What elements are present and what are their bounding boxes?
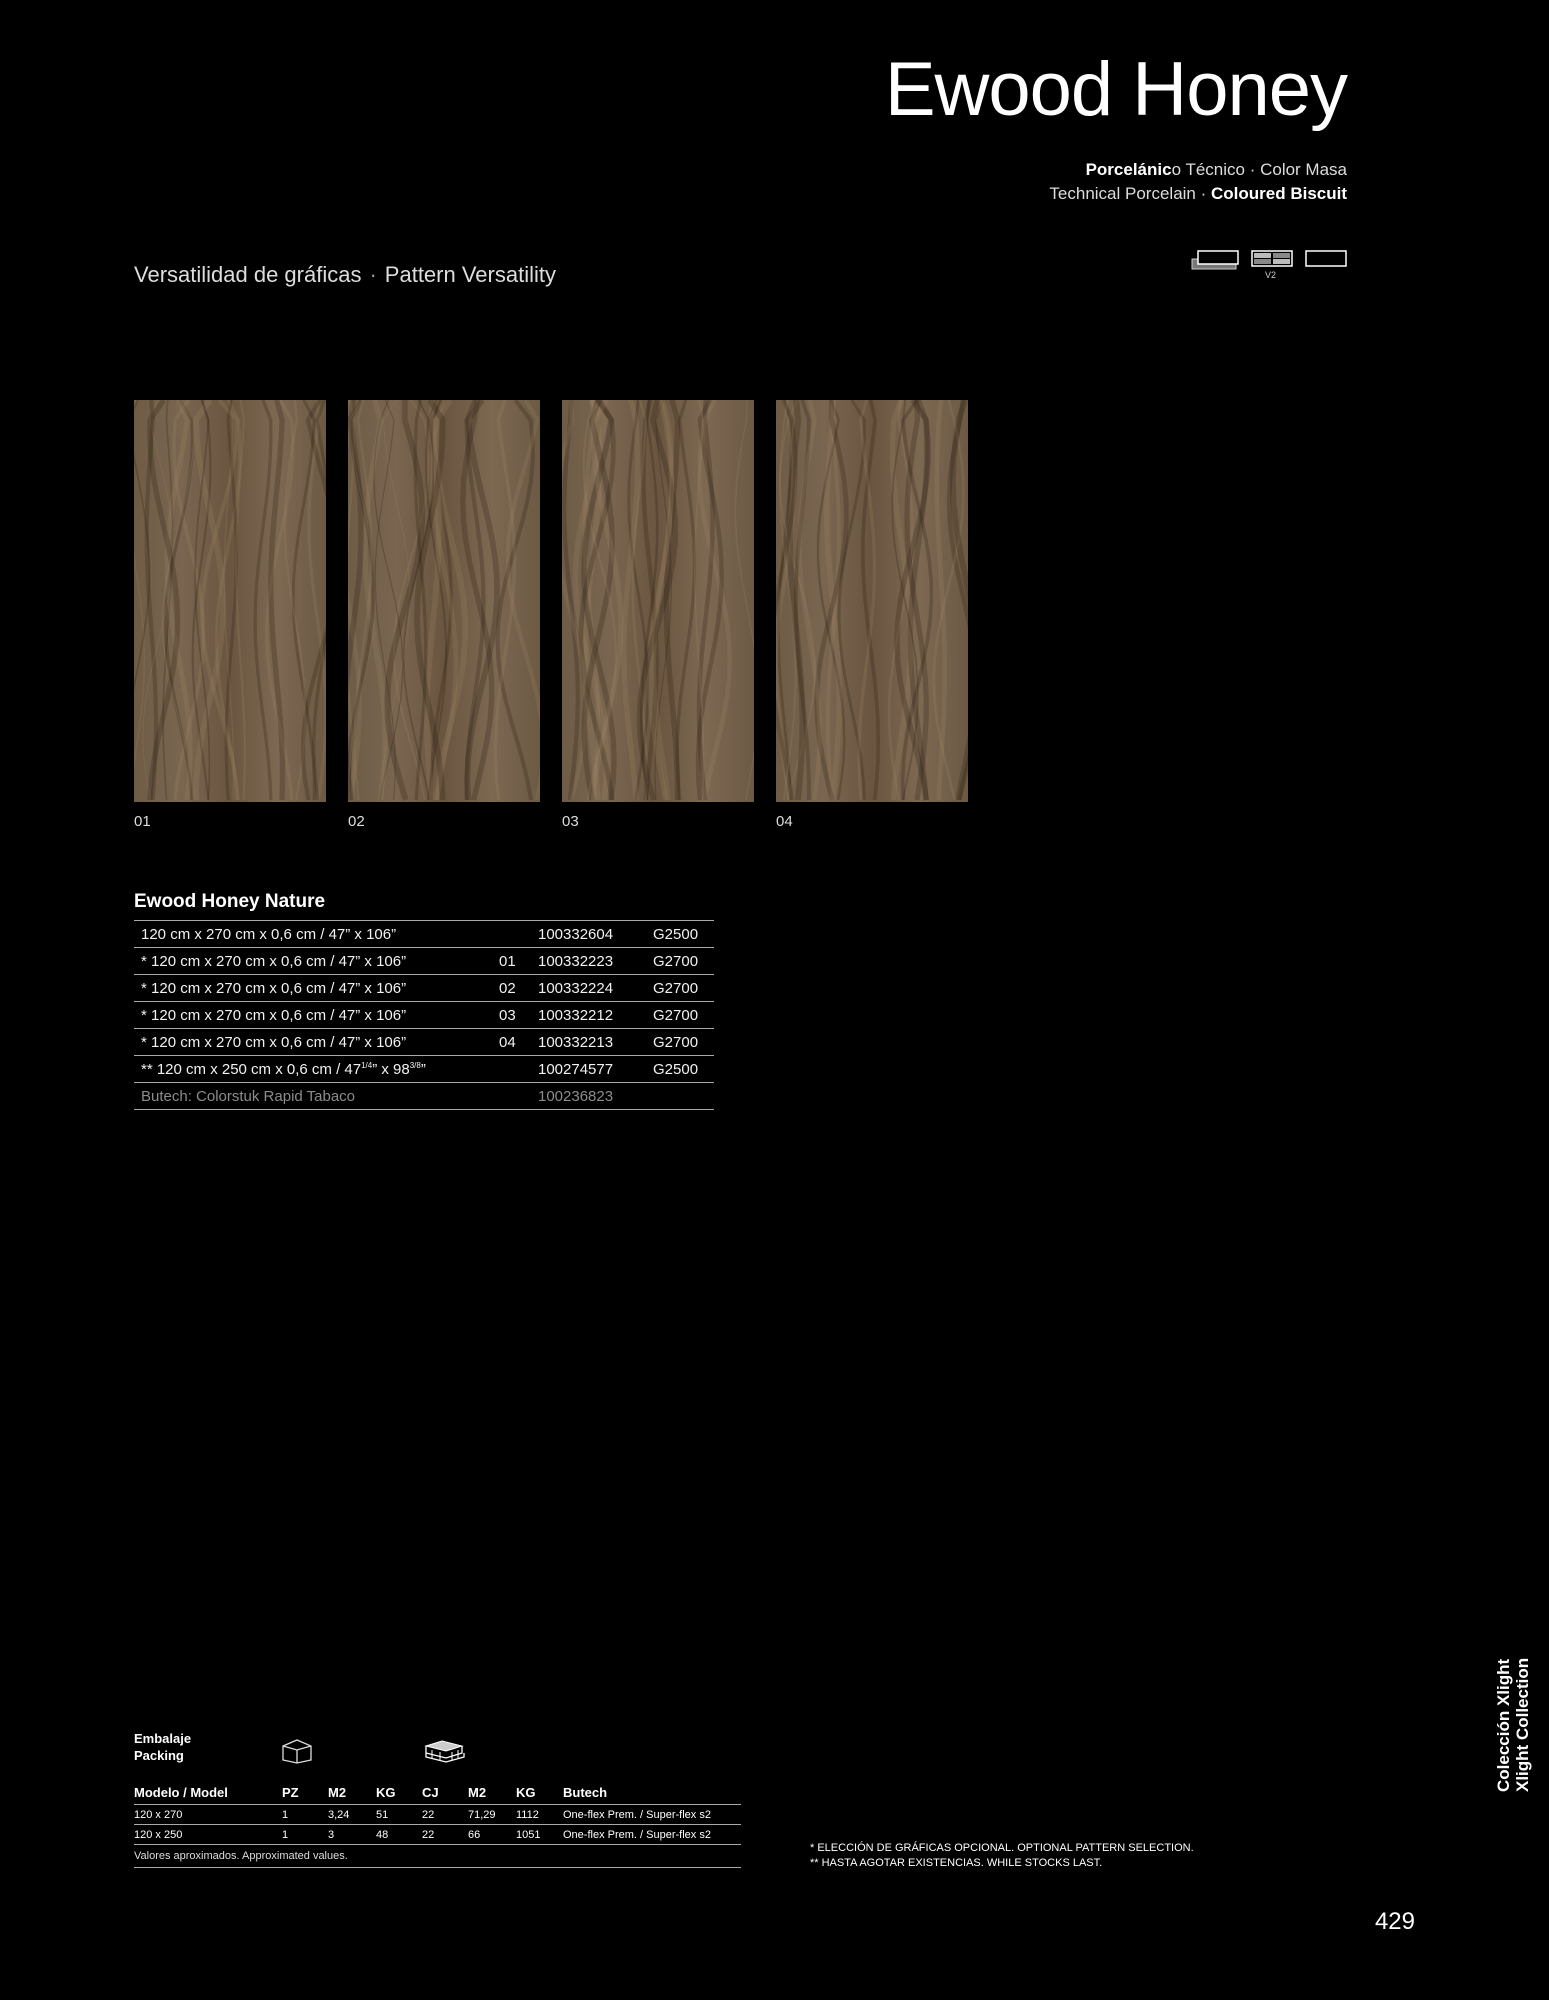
code-cell: 100332604 — [531, 921, 646, 948]
packing-header-row — [134, 1780, 741, 1805]
size-cell: 120 cm x 270 cm x 0,6 cm / 47” x 106” — [134, 921, 492, 948]
pack-cell: 120 x 270 — [134, 1805, 282, 1825]
footnote-optional-pattern: * ELECCIÓN DE GRÁFICAS OPCIONAL. OPTIONAL PATTERN SELECTION. — [810, 1842, 1194, 1854]
group-cell: G2500 — [646, 921, 714, 948]
collection-en: Xlight Collection — [1513, 1657, 1532, 1792]
table-row — [134, 948, 714, 975]
tile-swatch-04 — [776, 400, 968, 802]
pack-cell: 1112 — [516, 1805, 563, 1825]
format-rectangle-icon — [1305, 249, 1349, 271]
size-cell: * 120 cm x 270 cm x 0,6 cm / 47” x 106” — [134, 1029, 492, 1056]
wood-grain-streak — [677, 400, 694, 800]
pack-cell: 22 — [422, 1825, 468, 1845]
size-cell: Butech: Colorstuk Rapid Tabaco — [134, 1083, 492, 1110]
pattern-cell — [492, 1056, 531, 1083]
table-row — [134, 1825, 741, 1845]
pack-cell: One-flex Prem. / Super-flex s2 — [563, 1805, 741, 1825]
pack-cell: 48 — [376, 1825, 422, 1845]
col-m2-pallet: M2 — [468, 1780, 516, 1805]
nature-spec-table — [134, 920, 714, 1110]
pack-cell: 1051 — [516, 1825, 563, 1845]
packing-table — [134, 1780, 741, 1868]
pattern-cell: 03 — [492, 1002, 531, 1029]
pattern-cell: 04 — [492, 1029, 531, 1056]
group-cell: G2700 — [646, 948, 714, 975]
box-icon — [281, 1738, 313, 1764]
versatility-en: Pattern Versatility — [384, 262, 556, 287]
tile-label-02: 02 — [348, 813, 365, 830]
tile-label-01: 01 — [134, 813, 151, 830]
subtitle-english — [1049, 184, 1347, 204]
code-cell: 100236823 — [531, 1083, 646, 1110]
packing-label — [134, 1730, 191, 1764]
packing-note: Valores aproximados. Approximated values. — [134, 1845, 741, 1868]
pack-cell: One-flex Prem. / Super-flex s2 — [563, 1825, 741, 1845]
col-kg-pallet: KG — [516, 1780, 563, 1805]
col-model: Modelo / Model — [134, 1780, 282, 1805]
table-row — [134, 1056, 714, 1083]
col-pz: PZ — [282, 1780, 328, 1805]
tile-label-03: 03 — [562, 813, 579, 830]
pack-cell: 71,29 — [468, 1805, 516, 1825]
tile-swatch-01 — [134, 400, 326, 802]
subtitle-spanish — [1086, 160, 1347, 180]
packing-note-row — [134, 1845, 741, 1868]
versatility-es: Versatilidad de gráficas — [134, 262, 362, 287]
subtitle-spanish-bold: Porcelánic — [1085, 160, 1172, 179]
pack-cell: 3 — [328, 1825, 376, 1845]
tile-label-04: 04 — [776, 813, 793, 830]
group-cell: G2500 — [646, 1056, 714, 1083]
page-number: 429 — [1374, 1908, 1415, 1935]
pack-cell: 22 — [422, 1805, 468, 1825]
format-slab-icon — [1191, 249, 1241, 273]
group-cell: G2700 — [646, 1029, 714, 1056]
pack-cell: 3,24 — [328, 1805, 376, 1825]
col-m2: M2 — [328, 1780, 376, 1805]
size-text-c: ” — [420, 1060, 426, 1078]
fraction-sup-2: 3/8 — [409, 1060, 421, 1070]
versatility-separator: · — [369, 262, 377, 287]
table-row — [134, 921, 714, 948]
code-cell: 100332213 — [531, 1029, 646, 1056]
page-title: Ewood Honey — [884, 47, 1347, 132]
code-cell: 100332224 — [531, 975, 646, 1002]
tile-swatch-02 — [348, 400, 540, 802]
pack-cell: 1 — [282, 1825, 328, 1845]
table-row — [134, 1805, 741, 1825]
pattern-cell: 01 — [492, 948, 531, 975]
size-cell: * 120 cm x 270 cm x 0,6 cm / 47” x 106” — [134, 1002, 492, 1029]
size-text-b: ” x 98 — [372, 1060, 410, 1078]
table-row — [134, 975, 714, 1002]
format-v2-label: V2 — [1265, 270, 1277, 280]
wood-grain-streak — [271, 400, 283, 800]
versatility-heading — [134, 262, 556, 288]
pack-cell: 51 — [376, 1805, 422, 1825]
group-cell — [646, 1083, 714, 1110]
table-row — [134, 1083, 714, 1110]
size-cell: * 120 cm x 270 cm x 0,6 cm / 47” x 106” — [134, 975, 492, 1002]
wood-grain-pattern — [134, 400, 326, 802]
code-cell: 100274577 — [531, 1056, 646, 1083]
size-text-a: ** 120 cm x 250 cm x 0,6 cm / 47 — [141, 1060, 362, 1078]
tile-swatch-03 — [562, 400, 754, 802]
wood-grain-pattern — [776, 400, 968, 802]
subtitle-english-bold: Coloured Biscuit — [1210, 184, 1347, 203]
wood-grain-pattern — [562, 400, 754, 802]
subtitle-spanish-rest: o Técnico · Color Masa — [1171, 160, 1347, 179]
collection-es: Colección Xlight — [1494, 1658, 1513, 1792]
subtitle-english-rest: Technical Porcelain · — [1049, 184, 1211, 203]
footnote-stock: ** HASTA AGOTAR EXISTENCIAS. WHILE STOCKS LAST. — [810, 1857, 1103, 1869]
pallet-icon — [422, 1738, 468, 1764]
size-cell: * 120 cm x 270 cm x 0,6 cm / 47” x 106” — [134, 948, 492, 975]
size-cell — [134, 1056, 492, 1083]
fraction-sup-1: 1/4 — [361, 1060, 373, 1070]
pattern-cell — [492, 921, 531, 948]
group-cell: G2700 — [646, 1002, 714, 1029]
packing-label-es: Embalaje — [134, 1731, 192, 1746]
code-cell: 100332212 — [531, 1002, 646, 1029]
wood-grain-streak — [735, 400, 754, 800]
packing-label-en: Packing — [134, 1748, 184, 1763]
group-cell: G2700 — [646, 975, 714, 1002]
code-cell: 100332223 — [531, 948, 646, 975]
collection-label — [1494, 1652, 1532, 1792]
format-v2-icon — [1251, 249, 1295, 281]
wood-grain-streak — [236, 400, 245, 800]
table-row — [134, 1029, 714, 1056]
pack-cell: 120 x 250 — [134, 1825, 282, 1845]
table-row — [134, 1002, 714, 1029]
wood-grain-pattern — [348, 400, 540, 802]
nature-title: Ewood Honey Nature — [134, 891, 326, 912]
pack-cell: 66 — [468, 1825, 516, 1845]
col-cj: CJ — [422, 1780, 468, 1805]
col-butech: Butech — [563, 1780, 741, 1805]
pack-cell: 1 — [282, 1805, 328, 1825]
pattern-cell: 02 — [492, 975, 531, 1002]
pattern-cell — [492, 1083, 531, 1110]
col-kg: KG — [376, 1780, 422, 1805]
